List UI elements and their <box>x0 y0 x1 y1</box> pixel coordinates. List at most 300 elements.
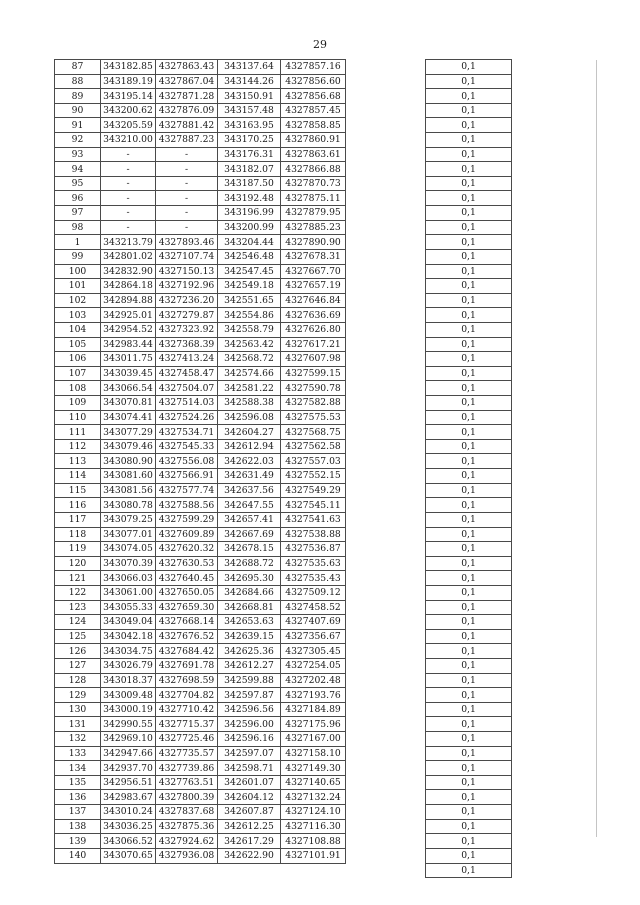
tolerance-row <box>426 133 512 148</box>
tolerance-cell: 0,1 <box>426 805 512 820</box>
table-row <box>55 717 346 732</box>
tolerance-row <box>426 89 512 104</box>
point-number-cell: 88 <box>55 74 101 89</box>
x1-cell: 343079.46 <box>101 439 156 454</box>
tolerance-row <box>426 512 512 527</box>
point-number-cell: 114 <box>55 469 101 484</box>
tolerance-row <box>426 585 512 600</box>
x2-cell: 342596.16 <box>218 732 281 747</box>
y1-cell: 4327659.30 <box>156 600 218 615</box>
table-row <box>55 322 346 337</box>
tolerance-cell: 0,1 <box>426 527 512 542</box>
table-row <box>55 644 346 659</box>
point-number-cell: 131 <box>55 717 101 732</box>
page-edge-line <box>596 60 597 837</box>
tolerance-cell: 0,1 <box>426 103 512 118</box>
y1-cell: 4327620.32 <box>156 542 218 557</box>
y2-cell: 4327535.43 <box>281 571 346 586</box>
x1-cell: 342947.66 <box>101 746 156 761</box>
tolerance-row <box>426 790 512 805</box>
point-number-cell: 129 <box>55 688 101 703</box>
x2-cell: 342597.87 <box>218 688 281 703</box>
coordinates-table <box>54 59 346 864</box>
tolerance-cell: 0,1 <box>426 89 512 104</box>
x2-cell: 342667.69 <box>218 527 281 542</box>
point-number-cell: 139 <box>55 834 101 849</box>
tolerance-row <box>426 220 512 235</box>
y1-cell: 4327867.04 <box>156 74 218 89</box>
table-row <box>55 396 346 411</box>
x1-cell: 343066.54 <box>101 381 156 396</box>
table-row <box>55 147 346 162</box>
y1-cell: 4327514.03 <box>156 396 218 411</box>
tolerance-cell: 0,1 <box>426 732 512 747</box>
tolerance-cell: 0,1 <box>426 688 512 703</box>
tolerance-table-body <box>426 60 512 878</box>
tolerance-cell: 0,1 <box>426 498 512 513</box>
y2-cell: 4327646.84 <box>281 293 346 308</box>
point-number-cell: 99 <box>55 249 101 264</box>
y2-cell: 4327857.16 <box>281 60 346 75</box>
y1-cell: 4327710.42 <box>156 702 218 717</box>
point-number-cell: 90 <box>55 103 101 118</box>
x2-cell: 343196.99 <box>218 206 281 221</box>
y1-cell: 4327875.36 <box>156 819 218 834</box>
y1-cell: 4327691.78 <box>156 658 218 673</box>
x1-cell: 343026.79 <box>101 658 156 673</box>
x1-cell: 343074.41 <box>101 410 156 425</box>
tolerance-row <box>426 264 512 279</box>
y1-cell: 4327881.42 <box>156 118 218 133</box>
y2-cell: 4327509.12 <box>281 585 346 600</box>
x1-cell: 343066.52 <box>101 834 156 849</box>
table-row <box>55 469 346 484</box>
x2-cell: 343137.64 <box>218 60 281 75</box>
y1-cell: 4327668.14 <box>156 615 218 630</box>
y2-cell: 4327535.63 <box>281 556 346 571</box>
y2-cell: 4327305.45 <box>281 644 346 659</box>
tolerance-row <box>426 279 512 294</box>
y2-cell: 4327116.30 <box>281 819 346 834</box>
x1-cell: 343070.39 <box>101 556 156 571</box>
point-number-cell: 126 <box>55 644 101 659</box>
y2-cell: 4327549.29 <box>281 483 346 498</box>
y1-cell: 4327588.56 <box>156 498 218 513</box>
tolerance-row <box>426 775 512 790</box>
y2-cell: 4327657.19 <box>281 279 346 294</box>
x1-cell: 343080.78 <box>101 498 156 513</box>
y1-cell: 4327599.29 <box>156 512 218 527</box>
y2-cell: 4327607.98 <box>281 352 346 367</box>
tolerance-cell: 0,1 <box>426 293 512 308</box>
x2-cell: 342558.79 <box>218 322 281 337</box>
x2-cell: 342596.08 <box>218 410 281 425</box>
x2-cell: 342653.63 <box>218 615 281 630</box>
y1-cell: 4327368.39 <box>156 337 218 352</box>
y1-cell: 4327715.37 <box>156 717 218 732</box>
table-row <box>55 220 346 235</box>
tolerance-cell: 0,1 <box>426 673 512 688</box>
point-number-cell: 110 <box>55 410 101 425</box>
x2-cell: 342597.07 <box>218 746 281 761</box>
tolerance-row <box>426 206 512 221</box>
x2-cell: 343157.48 <box>218 103 281 118</box>
tolerance-cell: 0,1 <box>426 717 512 732</box>
y1-cell: - <box>156 176 218 191</box>
tolerance-row <box>426 819 512 834</box>
point-number-cell: 133 <box>55 746 101 761</box>
y1-cell: 4327150.13 <box>156 264 218 279</box>
x1-cell: 343182.85 <box>101 60 156 75</box>
table-row <box>55 746 346 761</box>
x1-cell: 343080.90 <box>101 454 156 469</box>
tolerance-cell: 0,1 <box>426 60 512 75</box>
y2-cell: 4327617.21 <box>281 337 346 352</box>
x2-cell: 342612.27 <box>218 658 281 673</box>
table-row <box>55 658 346 673</box>
x1-cell: 343074.05 <box>101 542 156 557</box>
point-number-cell: 123 <box>55 600 101 615</box>
coordinates-table-body <box>55 60 346 864</box>
x1-cell: - <box>101 176 156 191</box>
x1-cell: 343210.00 <box>101 133 156 148</box>
x1-cell: 343049.04 <box>101 615 156 630</box>
table-row <box>55 381 346 396</box>
tolerance-cell: 0,1 <box>426 439 512 454</box>
x2-cell: 342647.55 <box>218 498 281 513</box>
x2-cell: 342563.42 <box>218 337 281 352</box>
y1-cell: 4327739.86 <box>156 761 218 776</box>
y1-cell: 4327524.26 <box>156 410 218 425</box>
point-number-cell: 125 <box>55 629 101 644</box>
y2-cell: 4327857.45 <box>281 103 346 118</box>
tolerance-row <box>426 629 512 644</box>
y1-cell: 4327556.08 <box>156 454 218 469</box>
x1-cell: 343213.79 <box>101 235 156 250</box>
x1-cell: 343081.56 <box>101 483 156 498</box>
point-number-cell: 106 <box>55 352 101 367</box>
tolerance-row <box>426 293 512 308</box>
y2-cell: 4327858.85 <box>281 118 346 133</box>
tolerance-cell: 0,1 <box>426 410 512 425</box>
x1-cell: - <box>101 147 156 162</box>
table-row <box>55 176 346 191</box>
tolerance-row <box>426 848 512 863</box>
y1-cell: 4327924.62 <box>156 834 218 849</box>
table-row <box>55 527 346 542</box>
y2-cell: 4327149.30 <box>281 761 346 776</box>
tolerance-cell: 0,1 <box>426 571 512 586</box>
y2-cell: 4327582.88 <box>281 396 346 411</box>
table-row <box>55 366 346 381</box>
point-number-cell: 136 <box>55 790 101 805</box>
x1-cell: 343195.14 <box>101 89 156 104</box>
point-number-cell: 111 <box>55 425 101 440</box>
tolerance-cell: 0,1 <box>426 133 512 148</box>
tolerance-cell: 0,1 <box>426 483 512 498</box>
tolerance-row <box>426 60 512 75</box>
tolerance-cell: 0,1 <box>426 542 512 557</box>
x1-cell: 343034.75 <box>101 644 156 659</box>
point-number-cell: 87 <box>55 60 101 75</box>
tolerance-row <box>426 527 512 542</box>
x1-cell: - <box>101 162 156 177</box>
tolerance-cell: 0,1 <box>426 775 512 790</box>
x2-cell: 343144.26 <box>218 74 281 89</box>
table-row <box>55 264 346 279</box>
tolerance-cell: 0,1 <box>426 615 512 630</box>
tolerance-row <box>426 600 512 615</box>
y1-cell: 4327577.74 <box>156 483 218 498</box>
point-number-cell: 101 <box>55 279 101 294</box>
tolerance-cell: 0,1 <box>426 366 512 381</box>
table-row <box>55 454 346 469</box>
x1-cell: 343079.25 <box>101 512 156 527</box>
y1-cell: 4327545.33 <box>156 439 218 454</box>
point-number-cell: 1 <box>55 235 101 250</box>
x2-cell: 342581.22 <box>218 381 281 396</box>
x2-cell: 343192.48 <box>218 191 281 206</box>
y2-cell: 4327108.88 <box>281 834 346 849</box>
x2-cell: 342604.12 <box>218 790 281 805</box>
x1-cell: 343009.48 <box>101 688 156 703</box>
x2-cell: 343163.95 <box>218 118 281 133</box>
tolerance-row <box>426 498 512 513</box>
tolerance-row <box>426 425 512 440</box>
y1-cell: - <box>156 191 218 206</box>
table-row <box>55 834 346 849</box>
y1-cell: 4327676.52 <box>156 629 218 644</box>
tolerance-row <box>426 658 512 673</box>
table-row <box>55 133 346 148</box>
y1-cell: 4327107.74 <box>156 249 218 264</box>
x2-cell: 342596.56 <box>218 702 281 717</box>
x1-cell: 342894.88 <box>101 293 156 308</box>
tolerance-cell: 0,1 <box>426 600 512 615</box>
x2-cell: 342617.29 <box>218 834 281 849</box>
tolerance-row <box>426 103 512 118</box>
x2-cell: 342678.15 <box>218 542 281 557</box>
y1-cell: - <box>156 206 218 221</box>
point-number-cell: 115 <box>55 483 101 498</box>
point-number-cell: 103 <box>55 308 101 323</box>
tolerance-cell: 0,1 <box>426 746 512 761</box>
y1-cell: 4327725.46 <box>156 732 218 747</box>
y2-cell: 4327856.60 <box>281 74 346 89</box>
y1-cell: 4327236.20 <box>156 293 218 308</box>
x1-cell: 343189.19 <box>101 74 156 89</box>
y2-cell: 4327202.48 <box>281 673 346 688</box>
y2-cell: 4327599.15 <box>281 366 346 381</box>
tolerance-row <box>426 439 512 454</box>
tolerance-cell: 0,1 <box>426 761 512 776</box>
point-number-cell: 130 <box>55 702 101 717</box>
y1-cell: 4327650.05 <box>156 585 218 600</box>
x1-cell: 342864.18 <box>101 279 156 294</box>
tolerance-cell: 0,1 <box>426 220 512 235</box>
x2-cell: 342588.38 <box>218 396 281 411</box>
table-row <box>55 542 346 557</box>
x1-cell: 342990.55 <box>101 717 156 732</box>
tolerance-row <box>426 571 512 586</box>
x1-cell: 343077.29 <box>101 425 156 440</box>
table-row <box>55 615 346 630</box>
y2-cell: 4327538.88 <box>281 527 346 542</box>
x2-cell: 342684.66 <box>218 585 281 600</box>
tolerance-cell: 0,1 <box>426 790 512 805</box>
table-row <box>55 89 346 104</box>
y2-cell: 4327552.15 <box>281 469 346 484</box>
table-row <box>55 103 346 118</box>
x2-cell: 342639.15 <box>218 629 281 644</box>
x1-cell: 343070.81 <box>101 396 156 411</box>
point-number-cell: 118 <box>55 527 101 542</box>
point-number-cell: 119 <box>55 542 101 557</box>
y2-cell: 4327184.89 <box>281 702 346 717</box>
tolerance-cell: 0,1 <box>426 863 512 878</box>
page-number: 29 <box>313 38 327 51</box>
y2-cell: 4327667.70 <box>281 264 346 279</box>
tolerance-cell: 0,1 <box>426 454 512 469</box>
table-row <box>55 498 346 513</box>
x1-cell: 342801.02 <box>101 249 156 264</box>
x2-cell: 343176.31 <box>218 147 281 162</box>
tolerance-row <box>426 381 512 396</box>
x2-cell: 343182.07 <box>218 162 281 177</box>
point-number-cell: 109 <box>55 396 101 411</box>
point-number-cell: 95 <box>55 176 101 191</box>
tolerance-row <box>426 644 512 659</box>
x2-cell: 342688.72 <box>218 556 281 571</box>
table-row <box>55 191 346 206</box>
tolerance-cell: 0,1 <box>426 512 512 527</box>
y1-cell: 4327504.07 <box>156 381 218 396</box>
table-row <box>55 600 346 615</box>
table-row <box>55 308 346 323</box>
y1-cell: 4327458.47 <box>156 366 218 381</box>
x2-cell: 343200.99 <box>218 220 281 235</box>
x1-cell: 342925.01 <box>101 308 156 323</box>
y1-cell: 4327763.51 <box>156 775 218 790</box>
tolerance-row <box>426 673 512 688</box>
x1-cell: 342954.52 <box>101 322 156 337</box>
y2-cell: 4327590.78 <box>281 381 346 396</box>
tolerance-row <box>426 717 512 732</box>
y2-cell: 4327536.87 <box>281 542 346 557</box>
point-number-cell: 92 <box>55 133 101 148</box>
y2-cell: 4327856.68 <box>281 89 346 104</box>
point-number-cell: 91 <box>55 118 101 133</box>
tolerance-cell: 0,1 <box>426 74 512 89</box>
tolerance-row <box>426 615 512 630</box>
tolerance-row <box>426 308 512 323</box>
point-number-cell: 112 <box>55 439 101 454</box>
tolerance-row <box>426 834 512 849</box>
y1-cell: 4327698.59 <box>156 673 218 688</box>
point-number-cell: 96 <box>55 191 101 206</box>
x2-cell: 342612.25 <box>218 819 281 834</box>
y2-cell: 4327626.80 <box>281 322 346 337</box>
tolerance-cell: 0,1 <box>426 206 512 221</box>
y2-cell: 4327541.63 <box>281 512 346 527</box>
tolerance-row <box>426 249 512 264</box>
x2-cell: 342551.65 <box>218 293 281 308</box>
point-number-cell: 121 <box>55 571 101 586</box>
tolerance-row <box>426 746 512 761</box>
table-row <box>55 629 346 644</box>
tolerance-row <box>426 74 512 89</box>
point-number-cell: 137 <box>55 805 101 820</box>
x1-cell: 342832.90 <box>101 264 156 279</box>
tolerance-row <box>426 688 512 703</box>
x2-cell: 342574.66 <box>218 366 281 381</box>
x1-cell: 343011.75 <box>101 352 156 367</box>
y2-cell: 4327101.91 <box>281 848 346 863</box>
y2-cell: 4327870.73 <box>281 176 346 191</box>
y2-cell: 4327575.53 <box>281 410 346 425</box>
point-number-cell: 124 <box>55 615 101 630</box>
tolerance-cell: 0,1 <box>426 629 512 644</box>
tolerance-row <box>426 337 512 352</box>
table-row <box>55 162 346 177</box>
x2-cell: 342599.88 <box>218 673 281 688</box>
table-row <box>55 279 346 294</box>
tolerance-cell: 0,1 <box>426 308 512 323</box>
tolerance-row <box>426 366 512 381</box>
x2-cell: 342547.45 <box>218 264 281 279</box>
y2-cell: 4327678.31 <box>281 249 346 264</box>
x1-cell: - <box>101 220 156 235</box>
tolerance-row <box>426 761 512 776</box>
tolerance-cell: 0,1 <box>426 381 512 396</box>
y1-cell: - <box>156 220 218 235</box>
y2-cell: 4327356.67 <box>281 629 346 644</box>
tolerance-row <box>426 162 512 177</box>
y1-cell: 4327735.57 <box>156 746 218 761</box>
y1-cell: 4327876.09 <box>156 103 218 118</box>
tolerance-cell: 0,1 <box>426 279 512 294</box>
y1-cell: 4327630.53 <box>156 556 218 571</box>
point-number-cell: 104 <box>55 322 101 337</box>
point-number-cell: 98 <box>55 220 101 235</box>
point-number-cell: 117 <box>55 512 101 527</box>
tolerance-cell: 0,1 <box>426 249 512 264</box>
tolerance-row <box>426 702 512 717</box>
tolerance-cell: 0,1 <box>426 118 512 133</box>
tolerance-row <box>426 542 512 557</box>
x1-cell: 343200.62 <box>101 103 156 118</box>
y2-cell: 4327875.11 <box>281 191 346 206</box>
x2-cell: 342554.86 <box>218 308 281 323</box>
y2-cell: 4327124.10 <box>281 805 346 820</box>
table-row <box>55 673 346 688</box>
x2-cell: 342601.07 <box>218 775 281 790</box>
x2-cell: 342546.48 <box>218 249 281 264</box>
point-number-cell: 116 <box>55 498 101 513</box>
x1-cell: 342969.10 <box>101 732 156 747</box>
y2-cell: 4327140.65 <box>281 775 346 790</box>
x2-cell: 342598.71 <box>218 761 281 776</box>
table-row <box>55 483 346 498</box>
x1-cell: 343036.25 <box>101 819 156 834</box>
y2-cell: 4327879.95 <box>281 206 346 221</box>
tolerance-cell: 0,1 <box>426 162 512 177</box>
tolerance-row <box>426 469 512 484</box>
point-number-cell: 135 <box>55 775 101 790</box>
tolerance-cell: 0,1 <box>426 425 512 440</box>
table-row <box>55 805 346 820</box>
y2-cell: 4327866.88 <box>281 162 346 177</box>
